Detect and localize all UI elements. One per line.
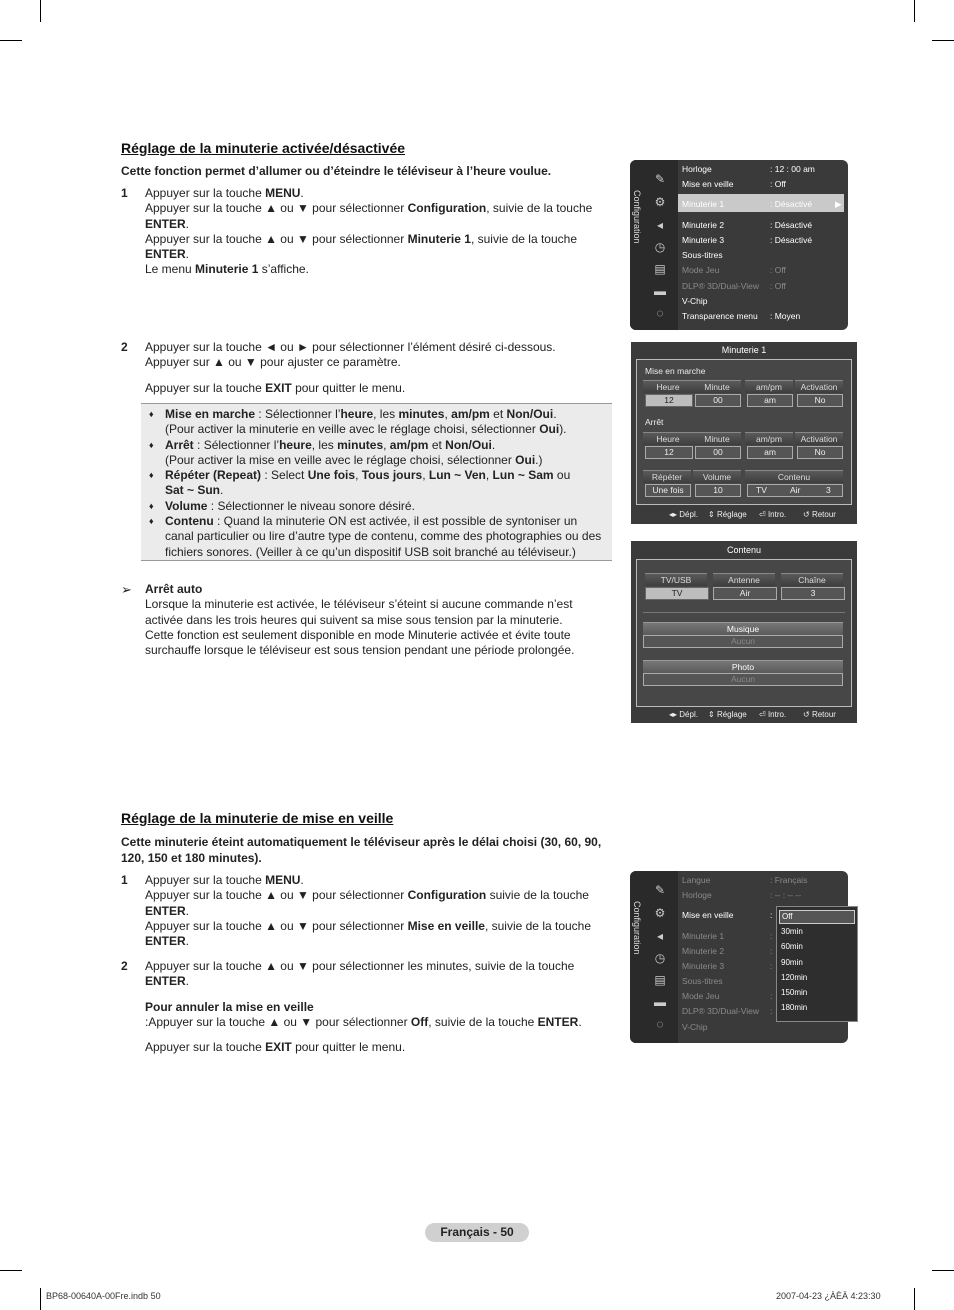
ampm-header: am/pm	[745, 380, 793, 393]
step-number: 2	[121, 959, 128, 973]
off-activation-field[interactable]: No	[797, 446, 843, 459]
minute-header: Minute	[693, 380, 741, 393]
step-number: 2	[121, 340, 128, 354]
repeat-field[interactable]: Une fois	[645, 484, 691, 497]
step-2: 2 Appuyer sur la touche ▲ ou ▼ pour sélectionner les minutes, suivie de la touche ENTER. Pour annuler la mise en veille :Appuyer sur la touche ▲ ou ▼ pour sélectionner Off, suivie de la touche ENTER. Appuyer sur la touche EXIT pour quitter le menu.	[121, 959, 582, 1055]
content-source: TV	[756, 485, 767, 495]
timestamp: 2007-04-23 ¿ÀÈÄ 4:23:30	[776, 1291, 881, 1301]
crop-mark	[932, 40, 954, 41]
section-title: Réglage de la minuterie activée/désactivée	[121, 140, 406, 156]
dropdown-option[interactable]: 120min	[781, 973, 808, 982]
content-settings	[636, 559, 852, 707]
off-ampm-field[interactable]: am	[747, 446, 793, 459]
crop-mark	[40, 1288, 41, 1310]
on-activation-field[interactable]: No	[797, 394, 843, 407]
volume-header: Volume	[693, 470, 741, 483]
crop-mark	[932, 1270, 954, 1271]
content-antenna: Air	[790, 485, 801, 495]
section-intro: Cette fonction permet d’allumer ou d’éteindre le téléviseur à l’heure voulue.	[121, 164, 552, 178]
gear-icon[interactable]: ⚙	[654, 195, 666, 209]
sound-icon[interactable]: ◂	[656, 218, 664, 232]
volume-field[interactable]: 10	[695, 484, 741, 497]
step-1: 1 Appuyer sur la touche MENU. Appuyer sur la touche ▲ ou ▼ pour sélectionner Configuration, suivie de la touche ENTER. Appuyer sur la touche ▲ ou ▼ pour sélectionner Minuterie 1, suivie de la touche ENTER. Le menu Minuterie 1 s’affiche.	[121, 186, 593, 277]
note-line: surchauffe lorsque le téléviseur est sous tension pendant une période prolongée.	[145, 643, 575, 658]
section-title: Réglage de la minuterie de mise en veille	[121, 810, 394, 826]
minute-header: Minute	[693, 432, 741, 445]
dropdown-option[interactable]: Off	[779, 910, 855, 924]
tvusb-field[interactable]: TV	[645, 587, 709, 600]
off-minute-field[interactable]: 00	[695, 446, 741, 459]
picture-icon[interactable]: ✎	[654, 172, 666, 186]
hour-header: Heure	[643, 432, 693, 445]
application-icon[interactable]: ▬	[654, 284, 666, 298]
input-icon[interactable]: ▤	[654, 262, 666, 276]
footer-move: ◂▸ Dépl.	[669, 510, 698, 519]
ampm-header: am/pm	[745, 432, 793, 445]
antenna-header: Antenne	[713, 573, 775, 586]
panel-title: Contenu	[726, 545, 762, 555]
crop-mark	[914, 0, 915, 22]
dropdown-option[interactable]: 150min	[781, 988, 808, 997]
step-number: 1	[121, 186, 128, 200]
list-item: ♦ Contenu : Quand la minuterie ON est activée, il est possible de syntoniser un canal particulier ou lire d’autre type de contenu, comme des photographies ou des fichiers sonores. (Veiller à ce qu’un dispositif USB soit branché au téléviseur.)	[141, 514, 612, 560]
content-channel: 3	[826, 485, 831, 495]
menu-category-label: Configuration	[632, 190, 642, 244]
note-line: Cette fonction est seulement disponible en mode Minuterie activée et évite toute	[145, 627, 571, 642]
input-icon[interactable]: ▤	[654, 973, 666, 987]
options-box	[141, 403, 612, 561]
channel-header: Chaîne	[781, 573, 843, 586]
content-panel	[631, 541, 857, 723]
list-item: ♦ Répéter (Repeat) : Select Une fois, Tous jours, Lun ~ Ven, Lun ~ Sam ou Sat ~ Sun.	[141, 468, 612, 499]
hour-header: Heure	[643, 380, 693, 393]
footer-adjust: ⇕ Réglage	[708, 710, 747, 719]
channel-icon[interactable]: ◷	[654, 240, 666, 254]
divider	[643, 612, 845, 613]
footer-enter: ⏎ Intro.	[759, 510, 787, 519]
arrow-icon: ➢	[121, 582, 132, 597]
support-icon[interactable]: ◌	[656, 1017, 664, 1031]
page-number: Français - 50	[425, 1223, 529, 1242]
dropdown-option[interactable]: 60min	[781, 942, 803, 951]
music-field[interactable]: Aucun	[643, 635, 843, 648]
footer-return: ↺ Retour	[803, 510, 836, 519]
content-field[interactable]	[747, 484, 843, 497]
sound-icon[interactable]: ◂	[656, 929, 664, 943]
setup-menu: Configuration ✎ ⚙ ◂ ◷ ▤ ▬ ◌ Langue : Français Horloge : -- : -- -- Mise en veille : Minuterie 1 : Minuterie 2 : Minuterie 3 : Sous-titres Mode Jeu : DLP® 3D/Dual-View : V-Chip	[630, 871, 848, 1043]
crop-mark	[0, 1270, 22, 1271]
crop-mark	[914, 1288, 915, 1310]
activation-header: Activation	[795, 432, 843, 445]
repeat-header: Répéter	[643, 470, 691, 483]
antenna-field[interactable]: Air	[713, 587, 777, 600]
setup-menu: Configuration ✎ ⚙ ◂ ◷ ▤ ▬ ◌ Horloge : 12 : 00 am Mise en veille : Off Minuterie 1 : Désactivé ▶ Minuterie 2 : Désactivé Minuterie 3 : Désactivé Sous-titres Mode Jeu : Off DLP® 3D/Dual-View : Off V-Chip Transparence menu : Moyen	[630, 160, 848, 330]
on-ampm-field[interactable]: am	[747, 394, 793, 407]
content-header: Contenu	[745, 470, 843, 483]
footer-move: ◂▸ Dépl.	[669, 710, 698, 719]
file-info: BP68-00640A-00Fre.indb 50	[46, 1291, 161, 1301]
section-intro: Cette minuterie éteint automatiquement le téléviseur après le délai choisi (30, 60, 90,	[121, 835, 602, 849]
timer-settings	[636, 359, 852, 505]
application-icon[interactable]: ▬	[654, 995, 666, 1009]
on-label: Mise en marche	[645, 366, 706, 376]
list-item: ♦ Arrêt : Sélectionner l’heure, les minutes, am/pm et Non/Oui. (Pour activer la mise en veille avec le réglage choisi, sélectionner Oui.)	[141, 438, 612, 469]
crop-mark	[0, 40, 22, 41]
picture-icon[interactable]: ✎	[654, 883, 666, 897]
note-line: Lorsque la minuterie est activée, le téléviseur s’éteint si aucune commande n’est	[145, 597, 573, 612]
dropdown-option[interactable]: 90min	[781, 958, 803, 967]
tvusb-header: TV/USB	[645, 573, 707, 586]
step-number: 1	[121, 873, 128, 887]
activation-header: Activation	[795, 380, 843, 393]
support-icon[interactable]: ◌	[656, 306, 664, 320]
photo-header: Photo	[643, 660, 843, 673]
channel-icon[interactable]: ◷	[654, 951, 666, 965]
channel-field[interactable]: 3	[781, 587, 845, 600]
off-label: Arrêt	[645, 417, 664, 427]
footer-adjust: ⇕ Réglage	[708, 510, 747, 519]
step-1: 1 Appuyer sur la touche MENU. Appuyer sur la touche ▲ ou ▼ pour sélectionner Configuration suivie de la touche ENTER. Appuyer sur la touche ▲ ou ▼ pour sélectionner Mise en veille, suivie de la touche ENTER.	[121, 873, 592, 949]
list-item: ♦ Mise en marche : Sélectionner l’heure, les minutes, am/pm et Non/Oui. (Pour activer la minuterie en veille avec le réglage choisi, sélectionner Oui).	[141, 407, 612, 438]
off-hour-field[interactable]: 12	[645, 446, 693, 459]
step-2: 2 Appuyer sur la touche ◄ ou ► pour sélectionner l’élément désiré ci-dessous. Appuyer sur ▲ ou ▼ pour ajuster ce paramètre. Appuyer sur la touche EXIT pour quitter le menu.	[121, 340, 556, 395]
footer-enter: ⏎ Intro.	[759, 710, 787, 719]
photo-field[interactable]: Aucun	[643, 673, 843, 686]
timer-panel	[631, 342, 857, 524]
on-minute-field[interactable]: 00	[695, 394, 741, 407]
note	[121, 582, 611, 662]
music-header: Musique	[643, 622, 843, 635]
on-hour-field[interactable]: 12	[645, 394, 693, 407]
section-intro: 120, 150 et 180 minutes).	[121, 851, 262, 865]
sleep-timer-dropdown[interactable]	[776, 906, 858, 1022]
note-title: Arrêt auto	[145, 582, 203, 596]
panel-title: Minuterie 1	[721, 345, 767, 355]
list-item: ♦ Volume : Sélectionner le niveau sonore désiré.	[141, 499, 612, 514]
note-line: activée dans les trois heures qui suivent sa mise sous tension par la minuterie.	[145, 612, 563, 627]
dropdown-option[interactable]: 180min	[781, 1003, 808, 1012]
footer-return: ↺ Retour	[803, 710, 836, 719]
menu-category-label: Configuration	[632, 901, 642, 955]
arrow-right-icon: ▶	[835, 199, 842, 209]
crop-mark	[40, 0, 41, 22]
gear-icon[interactable]: ⚙	[654, 906, 666, 920]
dropdown-option[interactable]: 30min	[781, 927, 803, 936]
